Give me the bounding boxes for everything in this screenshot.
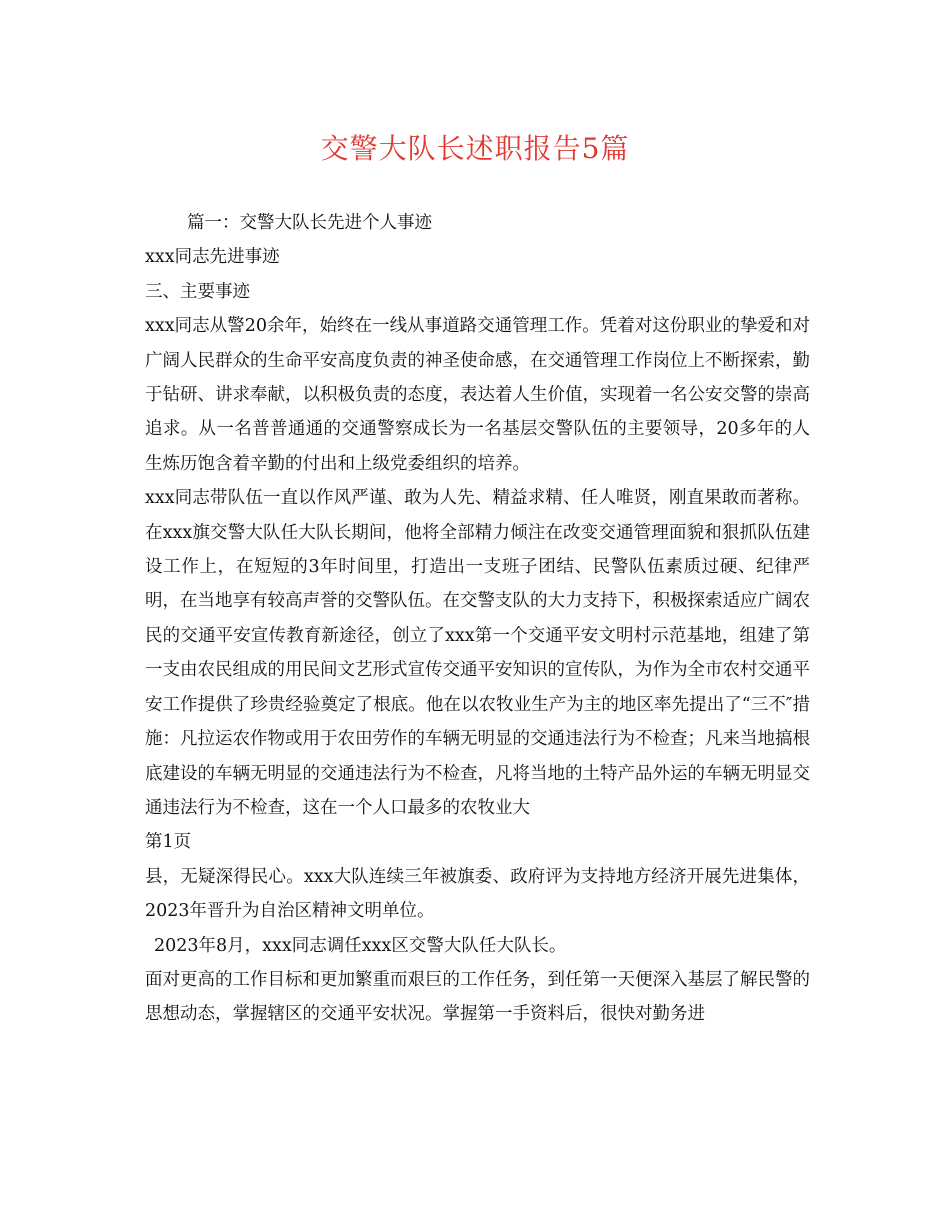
paragraph: xxx同志从警20余年，始终在一线从事道路交通管理工作。凭着对这份职业的挚爱和对广阔人民群众的生命平安高度负责的神圣使命感，在交通管理工作岗位上不断探索，勤于钻研、讲求奉献，以积极负责的态度，表达着人生价值，实现着一名公安交警的崇高追求。从一名普普通通的交通警察成长为一名基层交警队伍的主要领导，20多年的人生炼历饱含着辛勤的付出和上级党委组织的培养。 [145, 316, 810, 474]
section-heading: 篇一：交警大队长先进个人事迹 [187, 213, 432, 233]
subheading: 三、主要事迹 [145, 281, 250, 302]
document-title: 交警大队长述职报告5篇 [320, 132, 630, 165]
paragraph: 面对更高的工作目标和更加繁重而艰巨的工作任务，到任第一天便深入基层了解民警的思想动态，掌握辖区的交通平安状况。掌握第一手资料后，很快对勤务进 [145, 969, 810, 1025]
document-body [145, 206, 810, 1032]
paragraph: 2023年8月，xxx同志调任xxx区交警大队任大队长。 [154, 935, 567, 956]
paragraph: 县，无疑深得民心。xxx大队连续三年被旗委、政府评为支持地方经济开展先进集体，2023年晋升为自治区精神文明单位。 [145, 866, 810, 922]
paragraph: xxx同志带队伍一直以作风严谨、敢为人先、精益求精、任人唯贤，刚直果敢而著称。在xxx旗交警大队任大队长期间，他将全部精力倾注在改变交通管理面貌和狠抓队伍建设工作上，在短短的3年时间里，打造出一支班子团结、民警队伍素质过硬、纪律严明，在当地享有较高声誉的交警队伍。在交警支队的大力支持下，积极探索适应广阔农民的交通平安宣传教育新途径，创立了xxx第一个交通平安文明村示范基地，组建了第一支由农民组成的用民间文艺形式宣传交通平安知识的宣传队，为作为全市农村交通平安工作提供了珍贵经验奠定了根底。他在以农牧业生产为主的地区率先提出了“三不″措施：凡拉运农作物或用于农田劳作的车辆无明显的交通违法行为不检查；凡来当地搞根底建设的车辆无明显的交通违法行为不检查，凡将当地的土特产品外运的车辆无明显交通违法行为不检查，这在一个人口最多的农牧业大 [145, 488, 810, 818]
page-number: 第1页 [145, 832, 192, 853]
subheading: xxx同志先进事迹 [145, 247, 280, 268]
